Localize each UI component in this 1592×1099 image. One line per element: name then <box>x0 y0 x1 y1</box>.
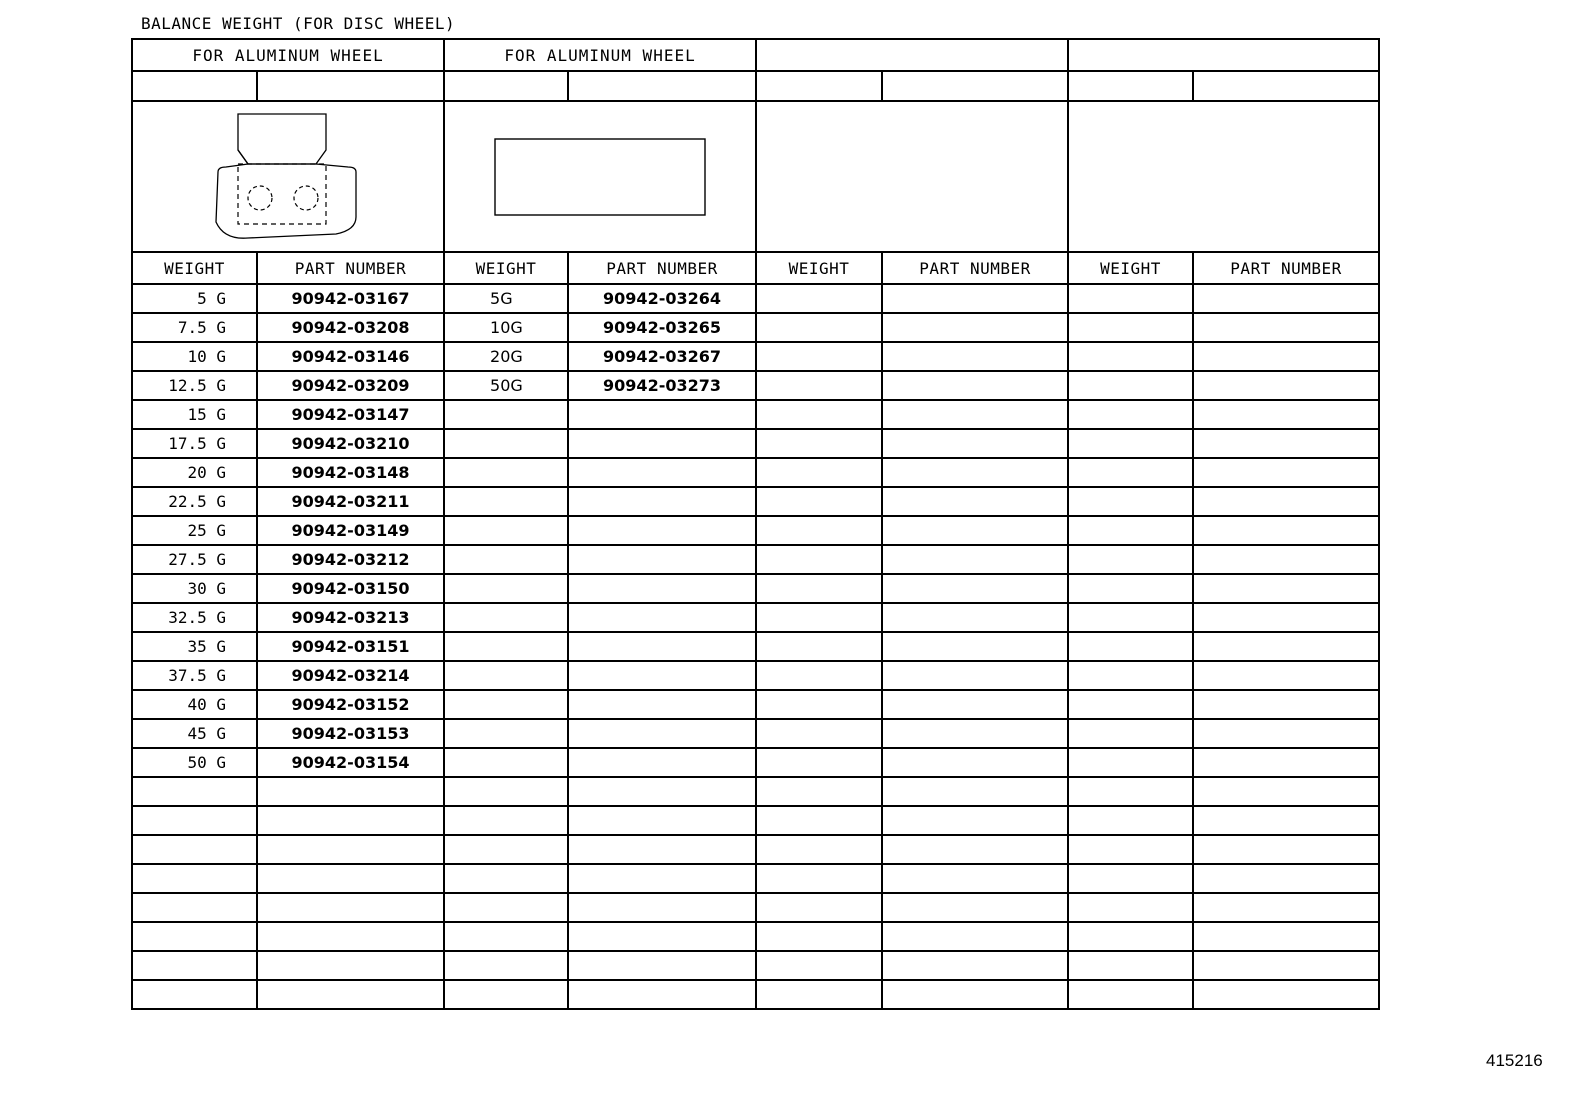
weight-cell <box>132 922 257 951</box>
empty-cell <box>1193 951 1379 980</box>
weight-cell <box>444 719 568 748</box>
part-number-cell: 90942-03150 <box>257 574 444 603</box>
table-row <box>132 516 1379 545</box>
weight-cell <box>444 603 568 632</box>
empty-cell <box>756 487 882 516</box>
empty-cell <box>882 806 1068 835</box>
table-row <box>132 342 1379 371</box>
part-number-cell <box>568 458 756 487</box>
part-number-cell <box>568 516 756 545</box>
empty-cell <box>1068 516 1193 545</box>
table-row <box>132 690 1379 719</box>
empty-cell <box>756 748 882 777</box>
table-row <box>132 545 1379 574</box>
table-row <box>132 487 1379 516</box>
part-number-cell <box>568 922 756 951</box>
empty-cell <box>756 400 882 429</box>
part-number-cell: 90942-03148 <box>257 458 444 487</box>
weight-cell: 22.5 G <box>132 487 257 516</box>
empty-cell <box>756 516 882 545</box>
empty-cell <box>756 661 882 690</box>
empty-cell <box>1068 458 1193 487</box>
weight-cell <box>444 458 568 487</box>
weight-cell <box>132 980 257 1009</box>
empty-cell <box>1068 545 1193 574</box>
empty-cell <box>1068 429 1193 458</box>
table-row <box>132 284 1379 313</box>
empty-cell <box>1068 777 1193 806</box>
part-number-header: PART NUMBER <box>257 252 444 284</box>
empty-cell <box>1068 400 1193 429</box>
empty-cell <box>1193 429 1379 458</box>
empty-cell <box>1193 487 1379 516</box>
empty-cell <box>1068 893 1193 922</box>
empty-cell <box>1193 748 1379 777</box>
part-number-cell <box>257 980 444 1009</box>
weight-cell <box>444 777 568 806</box>
weight-cell <box>444 545 568 574</box>
empty-cell <box>1068 980 1193 1009</box>
empty-cell <box>882 487 1068 516</box>
part-number-cell <box>568 603 756 632</box>
empty-cell <box>882 690 1068 719</box>
empty-cell <box>882 458 1068 487</box>
weight-cell <box>444 690 568 719</box>
weight-cell: 25 G <box>132 516 257 545</box>
part-number-cell: 90942-03211 <box>257 487 444 516</box>
empty-cell <box>1068 487 1193 516</box>
weight-cell: 50G <box>444 371 568 400</box>
empty-cell <box>1193 603 1379 632</box>
empty-cell <box>1068 690 1193 719</box>
weight-cell <box>444 400 568 429</box>
sub-cell <box>882 71 1068 101</box>
sub-cell <box>257 71 444 101</box>
part-number-cell <box>568 980 756 1009</box>
part-number-cell <box>568 400 756 429</box>
part-number-cell: 90942-03149 <box>257 516 444 545</box>
empty-cell <box>756 574 882 603</box>
part-number-cell <box>257 951 444 980</box>
adhesive-weight-drawing <box>493 137 708 217</box>
empty-cell <box>1193 661 1379 690</box>
part-number-cell: 90942-03214 <box>257 661 444 690</box>
weight-cell: 15 G <box>132 400 257 429</box>
part-number-cell <box>568 661 756 690</box>
weight-cell: 7.5 G <box>132 313 257 342</box>
part-number-cell <box>568 429 756 458</box>
part-number-cell <box>568 864 756 893</box>
empty-cell <box>1068 951 1193 980</box>
table-row <box>132 806 1379 835</box>
part-number-header: PART NUMBER <box>882 252 1068 284</box>
part-number-cell: 90942-03212 <box>257 545 444 574</box>
part-number-cell <box>257 806 444 835</box>
table-row <box>132 313 1379 342</box>
empty-cell <box>756 835 882 864</box>
empty-cell <box>1193 690 1379 719</box>
sub-cell <box>568 71 756 101</box>
part-number-cell <box>257 835 444 864</box>
part-number-cell: 90942-03147 <box>257 400 444 429</box>
weight-cell: 35 G <box>132 632 257 661</box>
part-number-cell <box>257 777 444 806</box>
empty-cell <box>1193 400 1379 429</box>
empty-cell <box>882 545 1068 574</box>
empty-cell <box>1068 864 1193 893</box>
weight-cell <box>132 806 257 835</box>
empty-cell <box>756 864 882 893</box>
table-row <box>132 661 1379 690</box>
empty-cell <box>1193 313 1379 342</box>
empty-cell <box>1068 632 1193 661</box>
weight-cell <box>444 864 568 893</box>
empty-cell <box>756 284 882 313</box>
empty-cell <box>1068 748 1193 777</box>
table-row <box>132 574 1379 603</box>
part-number-cell <box>568 748 756 777</box>
empty-cell <box>1068 574 1193 603</box>
empty-cell <box>756 545 882 574</box>
section-header-4 <box>1068 39 1379 71</box>
empty-cell <box>882 980 1068 1009</box>
table-row <box>132 980 1379 1009</box>
empty-cell <box>882 516 1068 545</box>
table-row <box>132 864 1379 893</box>
table-row <box>132 748 1379 777</box>
table-row <box>132 951 1379 980</box>
clip-on-weight-drawing <box>208 112 368 242</box>
empty-cell <box>756 893 882 922</box>
figure-number: 415216 <box>1486 1051 1543 1070</box>
weight-cell: 12.5 G <box>132 371 257 400</box>
empty-cell <box>882 661 1068 690</box>
weight-header: WEIGHT <box>444 252 568 284</box>
empty-cell <box>1068 342 1193 371</box>
weight-cell: 10 G <box>132 342 257 371</box>
weight-cell <box>132 777 257 806</box>
table-row <box>132 719 1379 748</box>
empty-cell <box>1193 835 1379 864</box>
empty-cell <box>882 922 1068 951</box>
section-header-2: FOR ALUMINUM WHEEL <box>444 39 756 71</box>
empty-cell <box>756 951 882 980</box>
weight-cell: 5 G <box>132 284 257 313</box>
empty-cell <box>882 313 1068 342</box>
empty-cell <box>882 632 1068 661</box>
empty-cell <box>1068 835 1193 864</box>
empty-cell <box>882 951 1068 980</box>
part-number-cell: 90942-03152 <box>257 690 444 719</box>
empty-cell <box>1193 864 1379 893</box>
empty-cell <box>756 690 882 719</box>
weight-cell <box>444 951 568 980</box>
part-number-cell: 90942-03151 <box>257 632 444 661</box>
empty-cell <box>1193 545 1379 574</box>
balance-weight-table <box>131 38 1380 1010</box>
part-number-cell <box>568 690 756 719</box>
part-number-cell: 90942-03153 <box>257 719 444 748</box>
part-number-cell <box>257 922 444 951</box>
empty-illustration <box>1068 101 1379 252</box>
empty-cell <box>882 835 1068 864</box>
weight-cell <box>444 806 568 835</box>
part-number-cell: 90942-03210 <box>257 429 444 458</box>
empty-cell <box>756 806 882 835</box>
empty-cell <box>1193 516 1379 545</box>
empty-illustration <box>756 101 1068 252</box>
empty-cell <box>1193 893 1379 922</box>
weight-cell: 20G <box>444 342 568 371</box>
table-row <box>132 922 1379 951</box>
table-row <box>132 371 1379 400</box>
empty-cell <box>882 748 1068 777</box>
weight-cell <box>444 922 568 951</box>
table-row <box>132 632 1379 661</box>
weight-cell <box>444 835 568 864</box>
weight-cell <box>444 429 568 458</box>
part-number-cell: 90942-03265 <box>568 313 756 342</box>
sub-cell <box>444 71 568 101</box>
empty-cell <box>882 371 1068 400</box>
weight-cell <box>444 632 568 661</box>
part-number-cell <box>568 806 756 835</box>
empty-cell <box>882 864 1068 893</box>
part-number-cell <box>257 893 444 922</box>
weight-cell <box>444 661 568 690</box>
part-number-cell: 90942-03213 <box>257 603 444 632</box>
empty-cell <box>756 371 882 400</box>
part-number-cell: 90942-03209 <box>257 371 444 400</box>
part-number-header: PART NUMBER <box>568 252 756 284</box>
part-number-cell <box>568 545 756 574</box>
empty-cell <box>882 400 1068 429</box>
empty-cell <box>1068 313 1193 342</box>
empty-cell <box>756 922 882 951</box>
empty-cell <box>882 603 1068 632</box>
empty-cell <box>1193 574 1379 603</box>
empty-cell <box>1068 661 1193 690</box>
empty-cell <box>1193 777 1379 806</box>
weight-cell <box>444 574 568 603</box>
weight-cell: 50 G <box>132 748 257 777</box>
empty-cell <box>1193 342 1379 371</box>
weight-cell: 20 G <box>132 458 257 487</box>
empty-cell <box>1193 458 1379 487</box>
table-row <box>132 893 1379 922</box>
empty-cell <box>1193 719 1379 748</box>
empty-cell <box>1068 922 1193 951</box>
part-number-cell: 90942-03167 <box>257 284 444 313</box>
empty-cell <box>756 980 882 1009</box>
weight-header: WEIGHT <box>756 252 882 284</box>
empty-cell <box>756 603 882 632</box>
part-number-cell: 90942-03154 <box>257 748 444 777</box>
part-number-cell <box>568 835 756 864</box>
empty-cell <box>882 574 1068 603</box>
part-number-cell: 90942-03264 <box>568 284 756 313</box>
empty-cell <box>756 632 882 661</box>
weight-cell <box>444 748 568 777</box>
sub-cell <box>1193 71 1379 101</box>
empty-cell <box>756 313 882 342</box>
weight-cell: 30 G <box>132 574 257 603</box>
weight-header: WEIGHT <box>1068 252 1193 284</box>
section-header-3 <box>756 39 1068 71</box>
empty-cell <box>1193 284 1379 313</box>
weight-cell <box>132 893 257 922</box>
section-header-1: FOR ALUMINUM WHEEL <box>132 39 444 71</box>
empty-cell <box>1193 806 1379 835</box>
empty-cell <box>756 719 882 748</box>
weight-cell <box>132 864 257 893</box>
weight-cell: 45 G <box>132 719 257 748</box>
empty-cell <box>882 719 1068 748</box>
empty-cell <box>1193 922 1379 951</box>
empty-cell <box>1068 806 1193 835</box>
weight-cell: 40 G <box>132 690 257 719</box>
weight-cell <box>132 951 257 980</box>
weight-cell: 5G <box>444 284 568 313</box>
weight-cell <box>444 980 568 1009</box>
empty-cell <box>1068 284 1193 313</box>
part-number-cell: 90942-03273 <box>568 371 756 400</box>
part-number-header: PART NUMBER <box>1193 252 1379 284</box>
table-row <box>132 835 1379 864</box>
page-title: BALANCE WEIGHT (FOR DISC WHEEL) <box>141 14 456 33</box>
empty-cell <box>882 429 1068 458</box>
part-number-cell: 90942-03208 <box>257 313 444 342</box>
part-number-cell <box>568 893 756 922</box>
part-number-cell <box>568 719 756 748</box>
weight-cell: 27.5 G <box>132 545 257 574</box>
weight-cell <box>444 487 568 516</box>
weight-cell: 37.5 G <box>132 661 257 690</box>
part-number-cell <box>568 951 756 980</box>
empty-cell <box>756 429 882 458</box>
empty-cell <box>756 458 882 487</box>
sub-cell <box>756 71 882 101</box>
weight-header: WEIGHT <box>132 252 257 284</box>
part-number-cell <box>568 487 756 516</box>
sub-cell <box>1068 71 1193 101</box>
table-row <box>132 429 1379 458</box>
empty-cell <box>1068 603 1193 632</box>
empty-cell <box>1193 371 1379 400</box>
part-number-cell <box>568 632 756 661</box>
empty-cell <box>1193 980 1379 1009</box>
weight-cell <box>444 893 568 922</box>
table-row <box>132 603 1379 632</box>
weight-cell <box>132 835 257 864</box>
part-number-cell <box>568 574 756 603</box>
empty-cell <box>756 342 882 371</box>
empty-cell <box>756 777 882 806</box>
part-number-cell: 90942-03146 <box>257 342 444 371</box>
adhesive-weight-illustration <box>444 101 756 252</box>
weight-cell: 32.5 G <box>132 603 257 632</box>
empty-cell <box>882 777 1068 806</box>
empty-cell <box>1068 719 1193 748</box>
table-row <box>132 777 1379 806</box>
weight-cell <box>444 516 568 545</box>
part-number-cell <box>568 777 756 806</box>
empty-cell <box>1068 371 1193 400</box>
weight-cell: 17.5 G <box>132 429 257 458</box>
weight-cell: 10G <box>444 313 568 342</box>
clip-weight-illustration <box>132 101 444 252</box>
sub-cell <box>132 71 257 101</box>
empty-cell <box>1193 632 1379 661</box>
empty-cell <box>882 284 1068 313</box>
table-row <box>132 400 1379 429</box>
empty-cell <box>882 342 1068 371</box>
part-number-cell: 90942-03267 <box>568 342 756 371</box>
part-number-cell <box>257 864 444 893</box>
table-row <box>132 458 1379 487</box>
empty-cell <box>882 893 1068 922</box>
